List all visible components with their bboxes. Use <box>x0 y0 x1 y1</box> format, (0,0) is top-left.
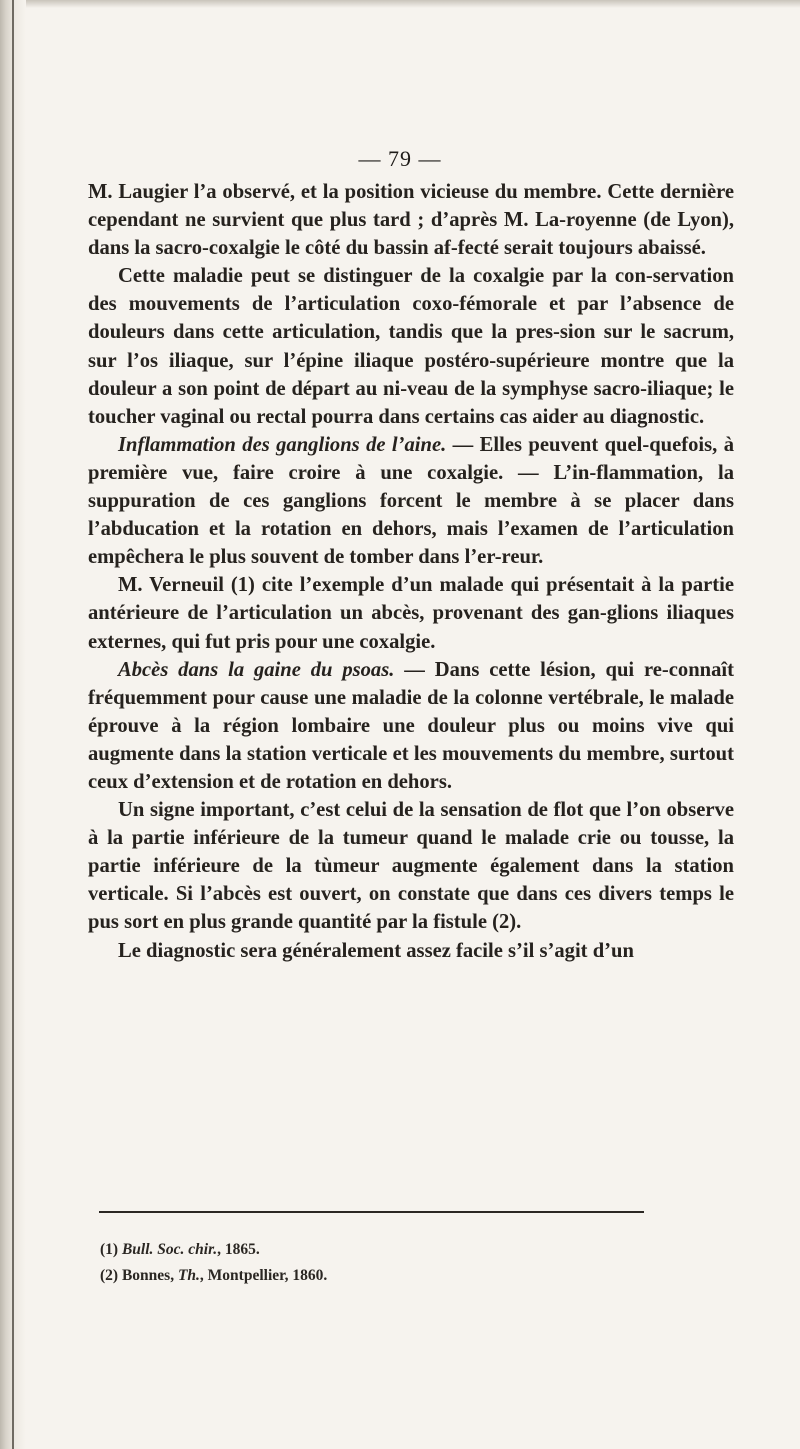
footnotes <box>100 1237 700 1289</box>
footnote-2-mark: (2) <box>100 1267 119 1284</box>
footnote-1-mark: (1) <box>100 1241 119 1258</box>
paragraph-5-text: — Dans cette lésion, qui re-connaît fréquemment pour cause une maladie de la colonne vertébrale, le malade éprouve à la région lombaire une douleur plus ou moins vive qui augmente dans la station verticale et les mouvements du membre, surtout ceux d’extension et de rotation en dehors. <box>88 658 734 793</box>
body-text <box>88 178 734 965</box>
binding-line <box>12 0 14 1449</box>
footnote-2-source: Th. <box>177 1267 200 1284</box>
paragraph-3-text: — Elles peuvent quel-quefois, à première vue, faire croire à une coxalgie. — L’in-flammation, la suppuration de ces ganglions forcent le membre à se placer dans l’abducation et la rotation en dehors, mais l’examen de l’articulation empêchera le plus souvent de tomber dans l’er-reur. <box>88 433 734 569</box>
footnote-1-source: Bull. Soc. chir. <box>121 1241 218 1258</box>
paragraph-6: Un signe important, c’est celui de la sensation de flot que l’on observe à la partie inférieure de la tumeur quand le malade crie ou tousse, la partie inférieure de la tùmeur augmente également dans la station verticale. Si l’abcès est ouvert, on constate que dans ces divers temps le pus sort en plus grande quantité par la fistule (2). <box>88 799 734 934</box>
page-top-edge <box>0 0 800 8</box>
section-heading-ganglions: Inflammation des ganglions de l’aine. <box>118 433 447 456</box>
paragraph-1: M. Laugier l’a observé, et la position vicieuse du membre. Cette dernière cependant ne survient que plus tard ; d’après M. La-royenne (de Lyon), dans la sacro-coxalgie le côté du bassin af-fecté serait toujours abaissé. <box>88 181 734 260</box>
paragraph-3 <box>88 431 734 571</box>
section-heading-psoas: Abcès dans la gaine du psoas. <box>118 658 395 681</box>
paragraph-5 <box>88 656 734 796</box>
footnote-2-rest: , Montpellier, 1860. <box>199 1267 328 1284</box>
paragraph-4: M. Verneuil (1) cite l’exemple d’un malade qui présentait à la partie antérieure de l’articulation un abcès, provenant des gan-glions iliaques externes, qui fut pris pour une coxalgie. <box>88 574 734 653</box>
page-number: — 79 — <box>358 146 442 171</box>
footnote-rule <box>99 1211 644 1213</box>
paragraph-2: Cette maladie peut se distinguer de la coxalgie par la con-servation des mouvements de l’articulation coxo-fémorale et par l’absence de douleurs dans cette articulation, tandis que la pres-sion sur le sacrum, sur l’os iliaque, sur l’épine iliaque postéro-supérieure montre que la douleur a son point de départ au ni-veau de la symphyse sacro-iliaque; le toucher vaginal ou rectal pourra dans certains cas aider au diagnostic. <box>88 265 734 428</box>
paragraph-7: Le diagnostic sera généralement assez facile s’il s’agit d’un <box>118 939 634 962</box>
footnote-1 <box>100 1237 700 1263</box>
footnote-2-author: Bonnes, <box>121 1267 178 1284</box>
footnote-2 <box>100 1263 700 1289</box>
footnote-1-rest: , 1865. <box>217 1241 260 1258</box>
